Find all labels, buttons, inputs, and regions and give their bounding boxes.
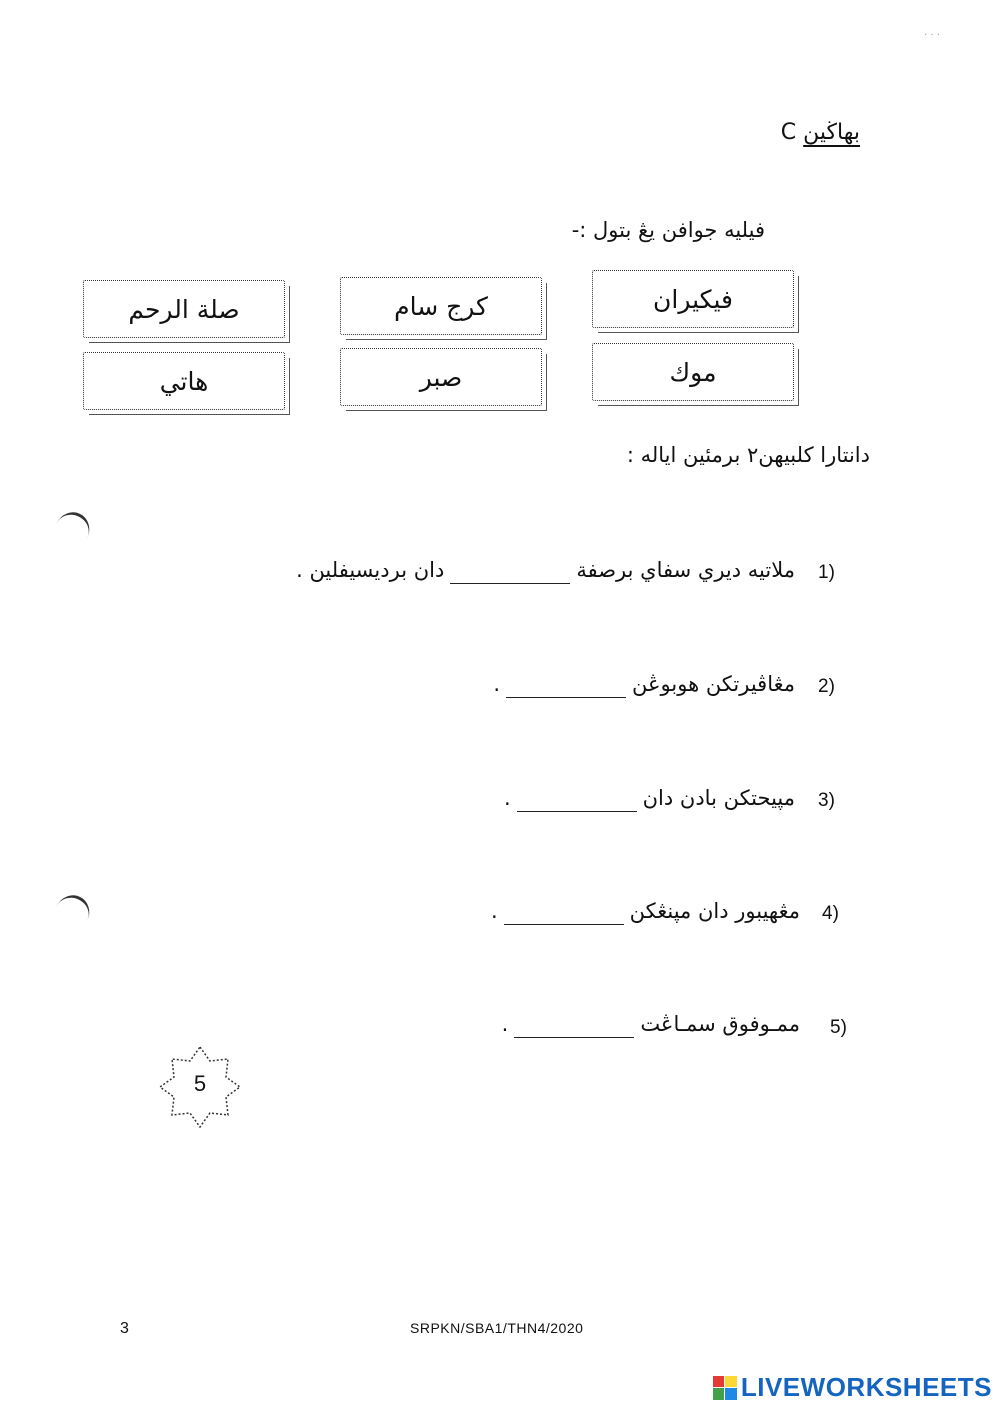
question-text: ممـوفوق سمـاڠت	[640, 1012, 800, 1036]
answer-input-1[interactable]	[450, 561, 570, 584]
answer-input-4[interactable]	[504, 902, 624, 925]
section-title-letter: C	[780, 120, 797, 145]
question-2	[493, 672, 795, 698]
instruction-2: دانتارا كلبيهن٢ برمئين اياله :	[626, 443, 870, 467]
question-text: مڠهيبور دان مپنڠكن	[629, 899, 800, 923]
word-box[interactable]: فيكيران	[592, 270, 794, 328]
question-text-after: دان برديسيفلين .	[296, 558, 445, 582]
answer-input-5[interactable]	[514, 1015, 634, 1038]
word-box[interactable]: هاتي	[83, 352, 285, 410]
question-text: مڠاڤيرتكن هوبوڠن	[632, 672, 795, 696]
word-box[interactable]: موك	[592, 343, 794, 401]
question-text-after: .	[490, 899, 498, 923]
question-5	[502, 1012, 800, 1038]
answer-input-2[interactable]	[506, 675, 626, 698]
question-text-after: .	[493, 672, 501, 696]
word-box[interactable]: كرج سام	[340, 277, 542, 335]
answer-input-3[interactable]	[517, 789, 637, 812]
score-badge	[158, 1045, 242, 1129]
section-title	[781, 120, 860, 145]
question-1	[296, 558, 795, 584]
question-text: مپيحتكن بادن دان	[642, 786, 795, 810]
question-number: 5)	[830, 1017, 847, 1038]
document-code: SRPKN/SBA1/THN4/2020	[410, 1320, 584, 1336]
scan-artifact: · · ·	[924, 30, 940, 41]
question-4	[491, 899, 800, 925]
page-number: 3	[120, 1320, 129, 1337]
score-value: 5	[193, 1071, 207, 1096]
liveworksheets-logo-icon	[713, 1376, 737, 1400]
question-number: 2)	[818, 676, 835, 697]
word-box[interactable]: صلة الرحم	[83, 280, 285, 338]
punch-hole	[49, 890, 95, 938]
question-text: ملاتيه ديري سفاي برصفة	[576, 558, 795, 582]
section-title-text: بهاڬين	[803, 120, 860, 145]
question-number: 3)	[818, 790, 835, 811]
instruction: فيليه جوافن يڠ بتول :-	[571, 218, 765, 242]
brand-watermark	[713, 1372, 992, 1403]
question-number: 1)	[818, 562, 835, 583]
question-number: 4)	[822, 903, 839, 924]
question-text-after: .	[501, 1012, 509, 1036]
word-box[interactable]: صبر	[340, 348, 542, 406]
punch-hole	[49, 507, 95, 555]
brand-name: LIVEWORKSHEETS	[740, 1372, 992, 1402]
question-3	[504, 786, 795, 812]
question-text-after: .	[503, 786, 511, 810]
